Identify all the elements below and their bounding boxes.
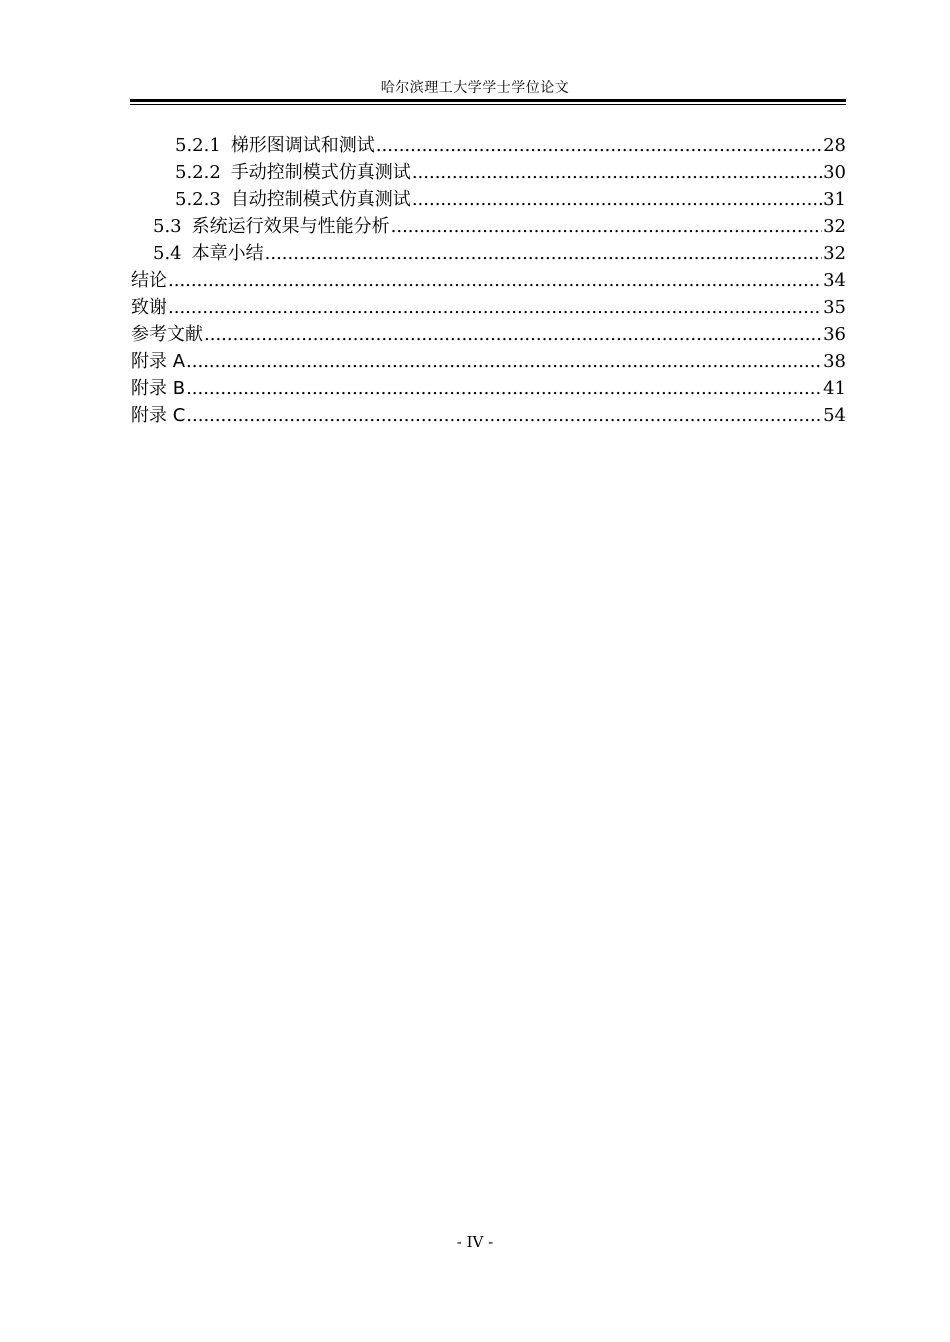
toc-dot-leader	[412, 186, 822, 213]
toc-dot-leader	[168, 267, 822, 294]
header-rule-thick	[130, 99, 846, 102]
toc-entry-page: 54	[823, 405, 846, 426]
toc-entry-number: 5.2.3	[175, 189, 221, 210]
toc-entry-page: 41	[823, 378, 846, 399]
toc-entry-5-3[interactable]	[131, 213, 846, 240]
toc-entry-title: 手动控制模式仿真测试	[230, 162, 411, 183]
toc-entry-page: 36	[823, 324, 846, 345]
toc-entry-5-2-3[interactable]	[131, 186, 846, 213]
toc-entry-appendix-b[interactable]	[131, 375, 846, 402]
toc-entry-page: 35	[823, 297, 846, 318]
toc-entry-title: 本章小结	[191, 243, 264, 264]
toc-entry-title: 结论	[131, 270, 167, 291]
toc-entry-appendix-c[interactable]	[131, 402, 846, 429]
toc-entry-page: 28	[823, 135, 846, 156]
toc-entry-5-4[interactable]	[131, 240, 846, 267]
toc-entry-page: 38	[823, 351, 846, 372]
page-number-footer: - IV -	[456, 1233, 494, 1251]
toc-dot-leader	[168, 294, 822, 321]
toc-entry-title: 系统运行效果与性能分析	[191, 216, 390, 237]
toc-entry-references[interactable]	[131, 321, 846, 348]
toc-entry-title: 自动控制模式仿真测试	[230, 189, 411, 210]
table-of-contents	[131, 132, 846, 429]
toc-entry-title: 附录 C	[131, 405, 186, 426]
toc-entry-number: 5.4	[153, 243, 182, 264]
toc-entry-page: 32	[823, 216, 846, 237]
toc-entry-title: 致谢	[131, 297, 167, 318]
toc-entry-page: 32	[823, 243, 846, 264]
toc-dot-leader	[186, 348, 822, 375]
toc-entry-title: 附录 A	[131, 351, 186, 372]
toc-entry-page: 30	[823, 162, 846, 183]
toc-entry-conclusion[interactable]	[131, 267, 846, 294]
toc-dot-leader	[204, 321, 822, 348]
page-header-title: 哈尔滨理工大学学士学位论文	[380, 80, 570, 96]
toc-entry-5-2-1[interactable]	[131, 132, 846, 159]
toc-dot-leader	[391, 213, 822, 240]
toc-dot-leader	[376, 132, 822, 159]
toc-dot-leader	[186, 402, 822, 429]
toc-entry-number: 5.3	[153, 216, 182, 237]
toc-dot-leader	[265, 240, 822, 267]
toc-entry-page: 31	[823, 189, 846, 210]
toc-entry-number: 5.2.2	[175, 162, 221, 183]
toc-entry-acknowledgements[interactable]	[131, 294, 846, 321]
toc-entry-title: 参考文献	[131, 324, 203, 345]
header-rule-thin	[130, 104, 846, 105]
toc-entry-number: 5.2.1	[175, 135, 221, 156]
toc-dot-leader	[186, 375, 822, 402]
toc-dot-leader	[412, 159, 822, 186]
toc-entry-page: 34	[823, 270, 846, 291]
toc-entry-appendix-a[interactable]	[131, 348, 846, 375]
toc-entry-title: 附录 B	[131, 378, 186, 399]
toc-entry-5-2-2[interactable]	[131, 159, 846, 186]
toc-entry-title: 梯形图调试和测试	[230, 135, 375, 156]
